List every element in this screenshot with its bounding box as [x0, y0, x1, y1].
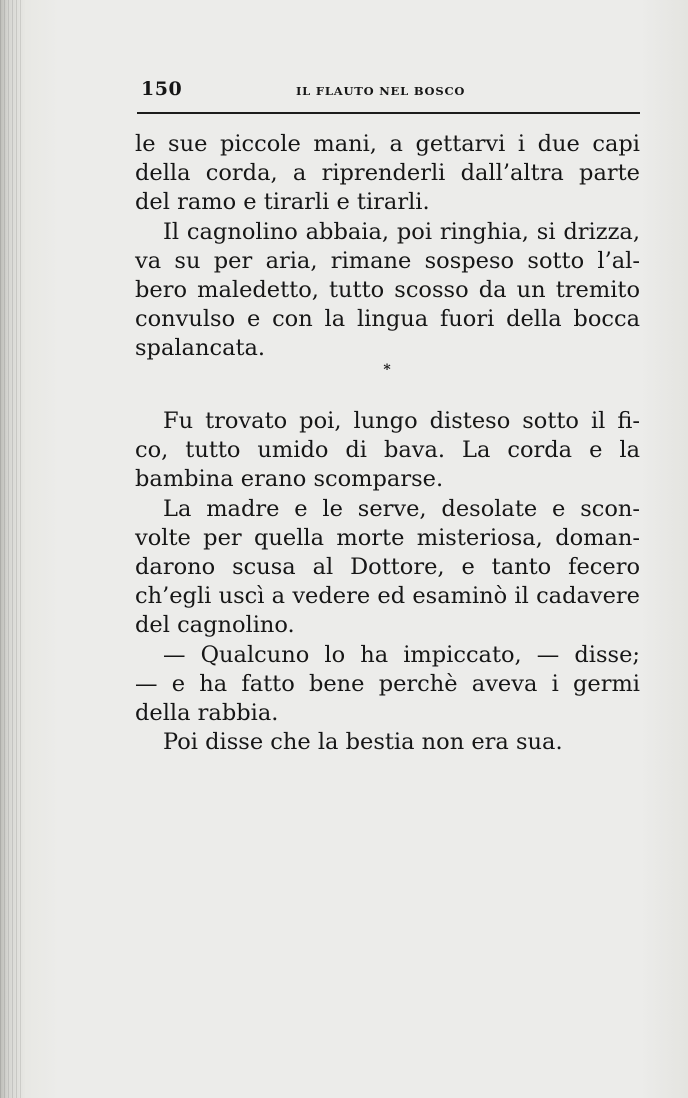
- text-line: le sue piccole mani, a gettarvi i due capi: [135, 131, 640, 157]
- text-line: spalancata.: [135, 335, 266, 362]
- page-gutter-shadow: [0, 0, 24, 1098]
- text-block-2: [135, 407, 640, 757]
- paragraph: [135, 495, 640, 641]
- text-line: Fu trovato poi, lungo disteso sotto il fi-: [163, 408, 640, 434]
- text-line: della rabbia.: [135, 700, 279, 727]
- text-line: del cagnolino.: [135, 612, 295, 639]
- text-block-1: [135, 130, 640, 364]
- text-line: bambina erano scomparse.: [135, 466, 444, 493]
- text-line: — e ha fatto bene perchè aveva i germi: [135, 670, 640, 697]
- text-line: convulso e con la lingua fuori della bocca: [135, 306, 640, 333]
- text-line: della corda, a riprenderli dall’altra parte: [135, 160, 640, 187]
- section-separator: *: [383, 362, 391, 378]
- text-line: La madre e le serve, desolate e scon-: [163, 495, 640, 522]
- text-line: va su per aria, rimane sospeso sotto l’al-: [135, 247, 640, 274]
- text-line: ch’egli uscì a vedere ed esaminò il cadavere: [135, 583, 640, 610]
- text-line: co, tutto umido di bava. La corda e la: [135, 437, 640, 464]
- text-line: volte per quella morte misteriosa, doman-: [135, 524, 640, 551]
- text-line: Poi disse che la bestia non era sua.: [163, 729, 563, 756]
- running-title: IL FLAUTO NEL BOSCO: [296, 84, 466, 98]
- text-line: bero maledetto, tutto scosso da un tremito: [135, 277, 640, 304]
- page-header: [141, 74, 639, 104]
- paragraph: [135, 130, 640, 218]
- header-rule: [137, 112, 640, 114]
- text-line: darono scusa al Dottore, e tanto fecero: [135, 554, 640, 581]
- page-number: 150: [141, 78, 183, 100]
- paragraph: [135, 641, 640, 729]
- paragraph: [135, 728, 640, 757]
- text-line: — Qualcuno lo ha impiccato, — disse;: [163, 641, 640, 668]
- paragraph: [135, 218, 640, 364]
- text-line: del ramo e tirarli e tirarli.: [135, 189, 430, 216]
- text-line: Il cagnolino abbaia, poi ringhia, si drizza,: [163, 218, 640, 245]
- paragraph: [135, 407, 640, 495]
